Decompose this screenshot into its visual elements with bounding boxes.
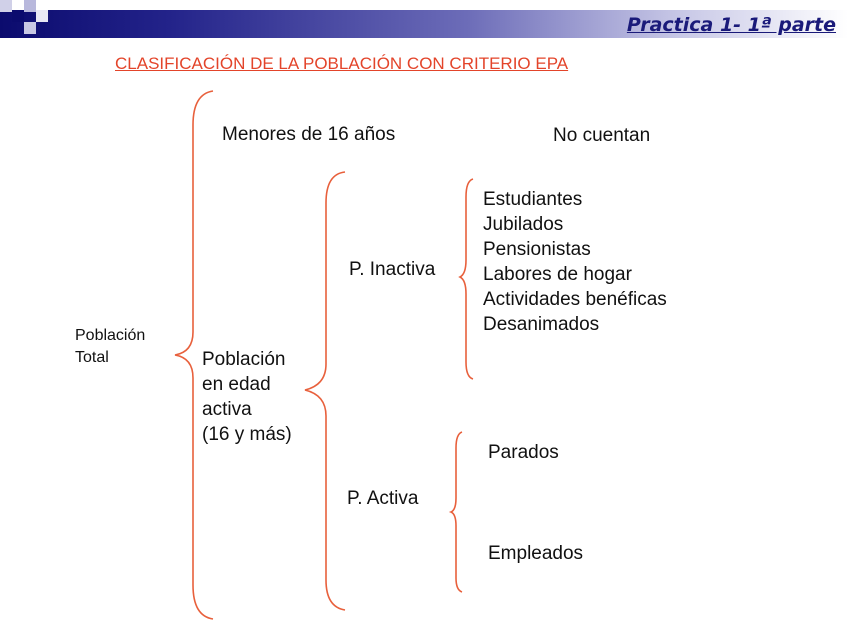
poblacion-total-label xyxy=(75,325,145,369)
edad-activa-line: activa xyxy=(202,399,252,420)
inactiva-item: Labores de hogar xyxy=(483,264,632,285)
edad-activa-line: en edad xyxy=(202,374,271,395)
inactiva-list xyxy=(483,187,667,337)
inactiva-item: Pensionistas xyxy=(483,239,591,260)
poblacion-total-line: Población xyxy=(75,327,146,344)
poblacion-total-line: Total xyxy=(75,349,109,366)
edad-activa-label xyxy=(202,347,292,447)
p-inactiva-label: P. Inactiva xyxy=(349,259,436,280)
brace-inactiva xyxy=(460,179,473,379)
activa-item-parados: Parados xyxy=(488,442,559,463)
edad-activa-line: (16 y más) xyxy=(202,424,292,445)
brace-edad-activa xyxy=(305,172,345,610)
inactiva-item: Desanimados xyxy=(483,314,600,335)
p-activa-label: P. Activa xyxy=(347,488,419,509)
inactiva-item: Jubilados xyxy=(483,214,564,235)
inactiva-item: Actividades benéficas xyxy=(483,289,667,310)
no-cuentan-label: No cuentan xyxy=(553,125,651,146)
diagram-heading: CLASIFICACIÓN DE LA POBLACIÓN CON CRITERIO EPA xyxy=(115,54,569,73)
brace-activa xyxy=(451,432,462,592)
activa-item-empleados: Empleados xyxy=(488,543,584,564)
menores-label: Menores de 16 años xyxy=(222,124,396,145)
edad-activa-line: Población xyxy=(202,349,286,370)
slide-title: Practica 1- 1ª parte xyxy=(626,14,836,36)
inactiva-item: Estudiantes xyxy=(483,189,583,210)
